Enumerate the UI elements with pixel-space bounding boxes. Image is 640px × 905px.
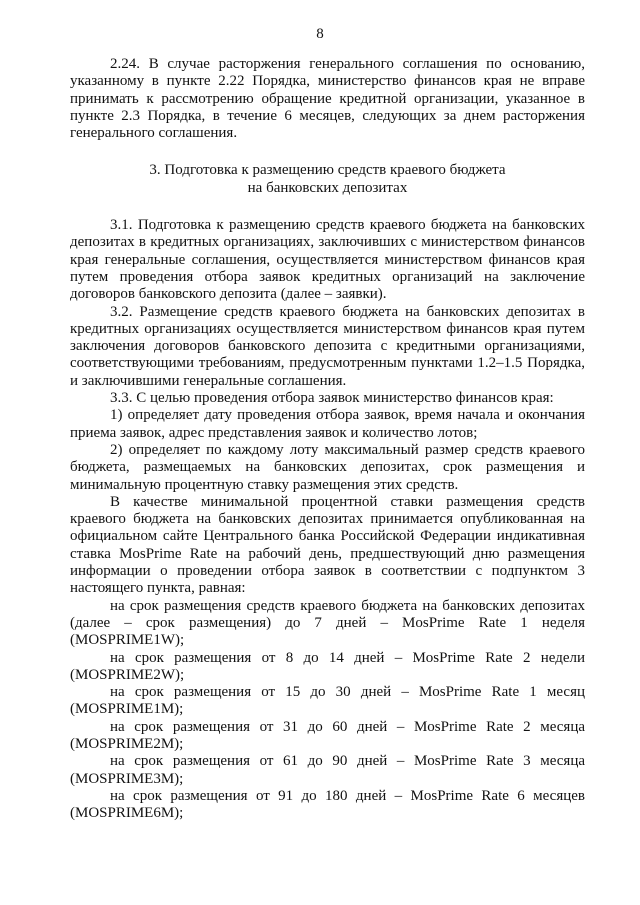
section-title	[70, 162, 585, 197]
section-title-line-1: 3. Подготовка к размещению средств краевого бюджета	[149, 162, 506, 179]
term-item: на срок размещения средств краевого бюджета на банковских депозитах (далее – срок размещения) до 7 дней – MosPrime Rate 1 неделя (MOSPRIME1W);	[70, 597, 585, 649]
paragraph-2-24: 2.24. В случае расторжения генерального соглашения по основанию, указанному в пункте 2.22 Порядка, министерство финансов края не вправе принимать к рассмотрению обращение кредитной организации, указанное в пункте 2.3 Порядка, в течение 6 месяцев, следующих за днем расторжения генерального соглашения.	[70, 56, 585, 142]
term-item: на срок размещения от 15 до 30 дней – MosPrime Rate 1 месяц (MOSPRIME1M);	[70, 684, 585, 718]
term-item: на срок размещения от 91 до 180 дней – MosPrime Rate 6 месяцев (MOSPRIME6M);	[70, 787, 585, 822]
term-item: на срок размещения от 31 до 60 дней – MosPrime Rate 2 месяца (MOSPRIME2M);	[70, 718, 585, 752]
paragraph-3-1: 3.1. Подготовка к размещению средств краевого бюджета на банковских депозитах в кредитных организациях, заключивших с министерством финансов края генеральные соглашения, осуществляется министерством финансов края путем проведения отбора заявок кредитных организаций на заключение договоров банковского депозита (далее – заявки).	[70, 217, 585, 303]
paragraph-3-2: 3.2. Размещение средств краевого бюджета на банковских депозитах в кредитных организациях осуществляется министерством финансов края путем заключения договоров банковского депозита с кредитными организациями, соответствующими требованиям, предусмотренным пунктами 1.2–1.5 Порядка, и заключившими генеральные соглашения.	[70, 303, 585, 389]
list-item-2: 2) определяет по каждому лоту максимальный размер средств краевого бюджета, размещаемых на банковских депозитах, срок размещения и минимальную процентную ставку размещения этих средств.	[70, 441, 585, 493]
paragraph-3-3: 3.3. С целью проведения отбора заявок министерство финансов края:	[110, 390, 554, 407]
term-item: на срок размещения от 61 до 90 дней – MosPrime Rate 3 месяца (MOSPRIME3M);	[70, 753, 585, 787]
paragraph-min-rate: В качестве минимальной процентной ставки размещения средств краевого бюджета на банковских депозитах принимается опубликованная на официальном сайте Центрального банка Российской Федерации индикативная ставка MosPrime Rate на рабочий день, предшествующий дню размещения информации о проведении отбора заявок в соответствии с подпунктом 3 настоящего пункта, равная:	[70, 493, 585, 597]
list-item-1: 1) определяет дату проведения отбора заявок, время начала и окончания приема заявок, адрес представления заявок и количество лотов;	[70, 407, 585, 441]
page-number: 8	[316, 26, 324, 42]
section-title-line-2: на банковских депозитах	[247, 179, 408, 196]
document-body	[70, 56, 585, 822]
term-item: на срок размещения от 8 до 14 дней – MosPrime Rate 2 недели (MOSPRIME2W);	[70, 649, 585, 683]
